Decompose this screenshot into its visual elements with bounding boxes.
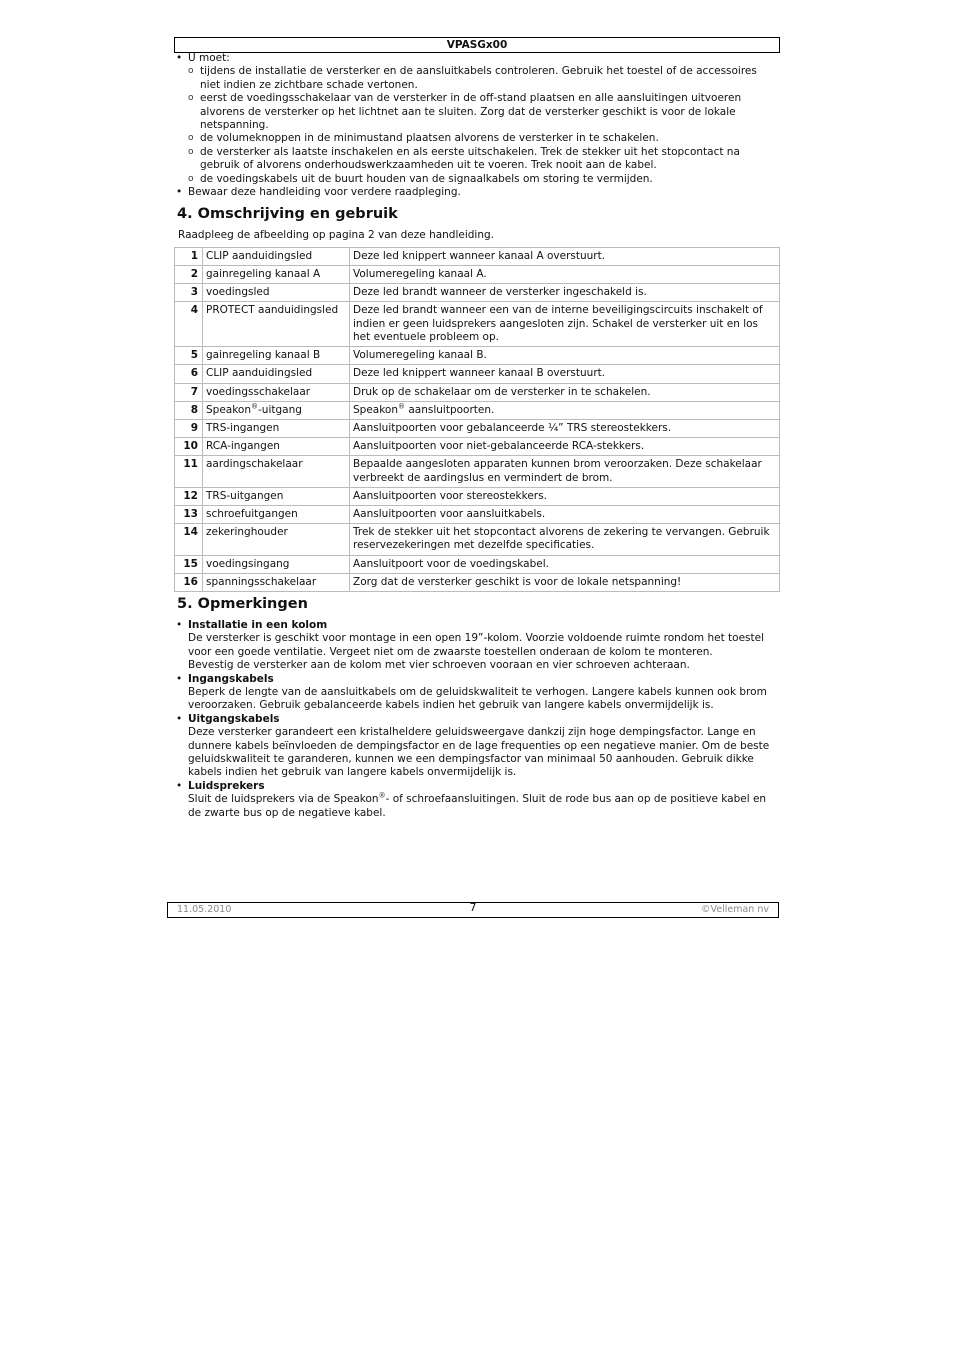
item-name: TRS-uitgangen — [203, 487, 350, 505]
item-description: Aansluitpoorten voor stereostekkers. — [350, 487, 780, 505]
item-name: voedingsschakelaar — [203, 383, 350, 401]
table-row — [175, 247, 780, 265]
registered-mark: ® — [251, 402, 259, 411]
note-heading: • Installatie in een kolom — [188, 618, 328, 631]
item-number: 6 — [175, 365, 203, 383]
table-row — [175, 365, 780, 383]
item-name: spanningsschakelaar — [203, 573, 350, 591]
item-name: PROTECT aanduidingsled — [203, 302, 350, 347]
item-number: 15 — [175, 555, 203, 573]
list-item: o de versterker als laatste inschakelen en als eerste uitschakelen. Trek de stekker uit het stopcontact na gebruik of alvorens onderhoudswerkzaamheden uit te voeren. Trek nooit aan de kabel. — [188, 146, 780, 173]
table-row — [175, 383, 780, 401]
item-description: Trek de stekker uit het stopcontact alvorens de zekering te vervangen. Gebruik reservezekeringen met dezelfde specificaties. — [350, 524, 780, 555]
sub-list — [188, 65, 780, 186]
item-name: zekeringhouder — [203, 524, 350, 555]
item-name: schroefuitgangen — [203, 505, 350, 523]
footer-copyright: ©Velleman nv — [701, 904, 769, 915]
item-description: Deze led knippert wanneer kanaal A overstuurt. — [350, 247, 780, 265]
table-row — [175, 438, 780, 456]
section-intro: Raadpleeg de afbeelding op pagina 2 van deze handleiding. — [178, 229, 495, 242]
item-number: 7 — [175, 383, 203, 401]
item-description — [350, 401, 780, 419]
item-description: Deze led brandt wanneer de versterker ingeschakeld is. — [350, 284, 780, 302]
table-row — [175, 555, 780, 573]
parts-table — [174, 247, 780, 592]
item-number: 14 — [175, 524, 203, 555]
item-name: gainregeling kanaal B — [203, 347, 350, 365]
item-number: 16 — [175, 573, 203, 591]
item-name: gainregeling kanaal A — [203, 266, 350, 284]
item-name: voedingsled — [203, 284, 350, 302]
table-row — [175, 284, 780, 302]
note-text: Bevestig de versterker aan de kolom met vier schroeven vooraan en vier schroeven achteraan. — [188, 659, 690, 672]
item-number: 8 — [175, 401, 203, 419]
item-number: 10 — [175, 438, 203, 456]
table-row — [175, 266, 780, 284]
table-row — [175, 401, 780, 419]
item-description: Aansluitpoorten voor aansluitkabels. — [350, 505, 780, 523]
list-item: o eerst de voedingsschakelaar van de versterker in de off-stand plaatsen en alle aansluitingen uitvoeren alvorens de versterker op het lichtnet aan te sluiten. Zorg dat de versterker geschikt is voor de lokale netspanning. — [188, 92, 780, 132]
note-text: Sluit de luidsprekers via de Speakon — [188, 793, 379, 806]
safety-list — [174, 52, 780, 199]
item-number: 2 — [175, 266, 203, 284]
item-description: Zorg dat de versterker geschikt is voor de lokale netspanning! — [350, 573, 780, 591]
item-description-part: Speakon — [353, 403, 399, 416]
item-description: Druk op de schakelaar om de versterker in te schakelen. — [350, 383, 780, 401]
list-item: o de volumeknoppen in de minimustand plaatsen alvorens de versterker in te schakelen. — [188, 132, 780, 145]
item-number: 12 — [175, 487, 203, 505]
item-number: 9 — [175, 419, 203, 437]
list-item: o de voedingskabels uit de buurt houden van de signaalkabels om storing te vermijden. — [188, 173, 780, 186]
table-row — [175, 505, 780, 523]
table-row — [175, 347, 780, 365]
item-description: Volumeregeling kanaal A. — [350, 266, 780, 284]
item-number: 5 — [175, 347, 203, 365]
registered-mark: ® — [378, 791, 386, 800]
item-description: Deze led brandt wanneer een van de interne beveiligingscircuits inschakelt of indien er geen luidsprekers aangesloten zijn. Schakel de versterker uit en los het eventuele probleem op. — [350, 302, 780, 347]
page-content — [174, 52, 780, 820]
item-number: 4 — [175, 302, 203, 347]
list-item — [174, 619, 780, 673]
list-item — [174, 673, 780, 713]
item-name — [203, 401, 350, 419]
item-name-part: -uitgang — [258, 403, 302, 416]
note-heading: • Luidsprekers — [188, 779, 265, 792]
table-row — [175, 573, 780, 591]
item-description: Aansluitpoorten voor gebalanceerde ¼” TRS stereostekkers. — [350, 419, 780, 437]
table-row — [175, 487, 780, 505]
item-description: Aansluitpoort voor de voedingskabel. — [350, 555, 780, 573]
item-number: 11 — [175, 456, 203, 487]
must-label: U moet: — [188, 52, 230, 64]
note-text: Deze versterker garandeert een kristalheldere geluidsweergave dankzij zijn hoge dempingsfactor. Lange en dunnere kabels beïnvloeden de dempingsfactor en de lage frequenties op een negatieve manier. Om de beste geluidskwaliteit te garanderen, kunnen we een dempingsfactor van minimaal 50 aanhouden. Gebruik dikke kabels indien het gebruik van langere kabels onvermijdelijk is. — [188, 726, 770, 779]
item-description: Deze led knippert wanneer kanaal B overstuurt. — [350, 365, 780, 383]
item-number: 1 — [175, 247, 203, 265]
item-name: voedingsingang — [203, 555, 350, 573]
list-item — [174, 713, 780, 780]
note-text: De versterker is geschikt voor montage in een open 19”-kolom. Voorzie voldoende ruimte rondom het toestel voor een goede ventilatie. Vergeet niet om de zwaarste toestellen onderaan de kolom te monteren. — [188, 632, 764, 658]
item-name: CLIP aanduidingsled — [203, 365, 350, 383]
list-item — [174, 780, 780, 820]
item-description: Aansluitpoorten voor niet-gebalanceerde RCA-stekkers. — [350, 438, 780, 456]
note-text: - of schroefaansluitingen. Sluit de rode bus aan op de positieve kabel en de zwarte bus op de negatieve kabel. — [188, 793, 767, 819]
notes-list — [174, 619, 780, 820]
note-heading: • Uitgangskabels — [188, 712, 280, 725]
note-text: Beperk de lengte van de aansluitkabels om de geluidskwaliteit te verhogen. Langere kabels kunnen ook brom veroorzaken. Gebruik gebalanceerde kabels indien het gebruik van langere kabels onvermijdelijk is. — [188, 685, 767, 712]
note-heading: • Ingangskabels — [188, 672, 274, 685]
model-title: VPASGx00 — [446, 39, 508, 51]
page-number: 7 — [469, 901, 477, 914]
item-number: 3 — [175, 284, 203, 302]
registered-mark: ® — [398, 402, 406, 411]
table-row — [175, 302, 780, 347]
table-row — [175, 524, 780, 555]
item-name: aardingschakelaar — [203, 456, 350, 487]
item-name: CLIP aanduidingsled — [203, 247, 350, 265]
item-name: RCA-ingangen — [203, 438, 350, 456]
table-row — [175, 456, 780, 487]
table-row — [175, 419, 780, 437]
section-heading: 5. Opmerkingen — [177, 595, 308, 612]
item-name-part: Speakon — [206, 403, 252, 416]
item-description: Volumeregeling kanaal B. — [350, 347, 780, 365]
item-number: 13 — [175, 505, 203, 523]
list-item: • Bewaar deze handleiding voor verdere raadpleging. — [174, 186, 780, 199]
list-item: o tijdens de installatie de versterker en de aansluitkabels controleren. Gebruik het toestel of de accessoires niet indien ze zichtbare schade vertonen. — [188, 65, 780, 92]
footer-date: 11.05.2010 — [177, 904, 232, 915]
section-heading: 4. Omschrijving en gebruik — [177, 206, 398, 223]
list-item — [174, 52, 780, 186]
item-description-part: aansluitpoorten. — [405, 403, 495, 416]
item-description: Bepaalde aangesloten apparaten kunnen brom veroorzaken. Deze schakelaar verbreekt de aardingslus en vermindert de brom. — [350, 456, 780, 487]
document-footer — [167, 902, 779, 918]
item-name: TRS-ingangen — [203, 419, 350, 437]
document-header — [174, 37, 780, 53]
